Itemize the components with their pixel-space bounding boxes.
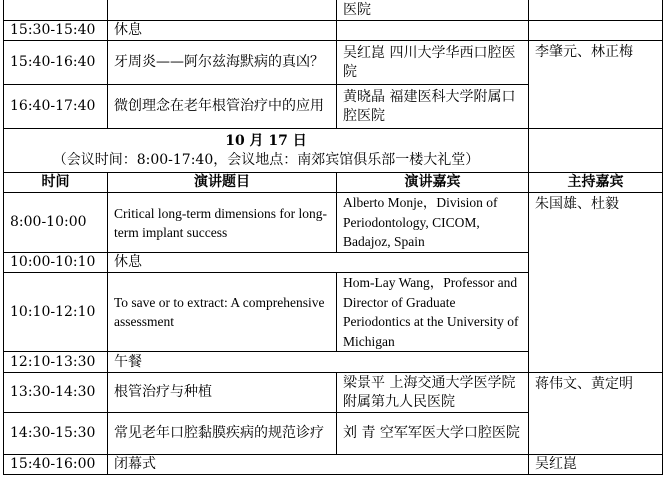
day-date: 10 月 17 日 bbox=[225, 132, 307, 149]
speaker-cell: 吴红崑 四川大学华西口腔医院 bbox=[337, 41, 529, 85]
topic-cell: 闭幕式 bbox=[108, 455, 529, 475]
speaker-cell: 刘 青 空军军医大学口腔医院 bbox=[337, 413, 529, 455]
host-cell: 朱国雄、杜毅 bbox=[529, 193, 663, 373]
time-cell: 15:30-15:40 bbox=[4, 21, 108, 41]
time-cell: 12:10-13:30 bbox=[4, 352, 108, 373]
table-row bbox=[4, 455, 663, 475]
host-cell: 蒋伟文、黄定明 bbox=[529, 373, 663, 455]
topic-cell: 微创理念在老年根管治疗中的应用 bbox=[108, 85, 337, 129]
host-cell bbox=[529, 21, 663, 41]
host-cell: 李肇元、林正梅 bbox=[529, 41, 663, 129]
header-row bbox=[4, 173, 663, 193]
host-cell bbox=[529, 129, 663, 173]
time-cell: 16:40-17:40 bbox=[4, 85, 108, 129]
topic-cell: Critical long-term dimensions for long-term implant success bbox=[108, 193, 337, 253]
time-cell: 15:40-16:00 bbox=[4, 455, 108, 475]
header-time: 时间 bbox=[4, 173, 108, 193]
speaker-cell: 医院 bbox=[337, 0, 529, 21]
topic-cell: 休息 bbox=[108, 21, 337, 41]
topic-cell: 牙周炎——阿尔兹海默病的真凶？ bbox=[108, 41, 337, 85]
topic-cell bbox=[108, 0, 337, 21]
time-cell: 15:40-16:40 bbox=[4, 41, 108, 85]
header-topic: 演讲题目 bbox=[108, 173, 337, 193]
table-row bbox=[4, 0, 663, 21]
table-row bbox=[4, 373, 663, 413]
host-cell: 吴红崑 bbox=[529, 455, 663, 475]
header-host: 主持嘉宾 bbox=[529, 173, 663, 193]
speaker-cell: 梁景平 上海交通大学医学院附属第九人民医院 bbox=[337, 373, 529, 413]
topic-cell: 午餐 bbox=[108, 352, 529, 373]
header-speaker: 演讲嘉宾 bbox=[337, 173, 529, 193]
table-row bbox=[4, 21, 663, 41]
topic-cell: 根管治疗与种植 bbox=[108, 373, 337, 413]
topic-cell: To save or to extract: A comprehensive assessment bbox=[108, 273, 337, 352]
time-cell: 10:00-10:10 bbox=[4, 253, 108, 273]
day-heading bbox=[4, 129, 529, 173]
speaker-cell bbox=[337, 21, 529, 41]
day-info: （会议时间：8:00-17:40，会议地点：南郊宾馆俱乐部一楼大礼堂） bbox=[52, 151, 480, 168]
table-row bbox=[4, 41, 663, 85]
time-cell bbox=[4, 0, 108, 21]
time-cell: 10:10-12:10 bbox=[4, 273, 108, 352]
speaker-cell: 黄晓晶 福建医科大学附属口腔医院 bbox=[337, 85, 529, 129]
topic-cell: 休息 bbox=[108, 253, 529, 273]
speaker-cell: Hom-Lay Wang，Professor and Director of Graduate Periodontics at the University of Michigan bbox=[337, 273, 529, 352]
table-row bbox=[4, 193, 663, 253]
time-cell: 13:30-14:30 bbox=[4, 373, 108, 413]
speaker-cell: Alberto Monje，Division of Periodontology, CICOM, Badajoz, Spain bbox=[337, 193, 529, 253]
time-cell: 14:30-15:30 bbox=[4, 413, 108, 455]
schedule-table bbox=[3, 0, 663, 475]
host-cell bbox=[529, 0, 663, 21]
day-row bbox=[4, 129, 663, 173]
time-cell: 8:00-10:00 bbox=[4, 193, 108, 253]
topic-cell: 常见老年口腔黏膜疾病的规范诊疗 bbox=[108, 413, 337, 455]
